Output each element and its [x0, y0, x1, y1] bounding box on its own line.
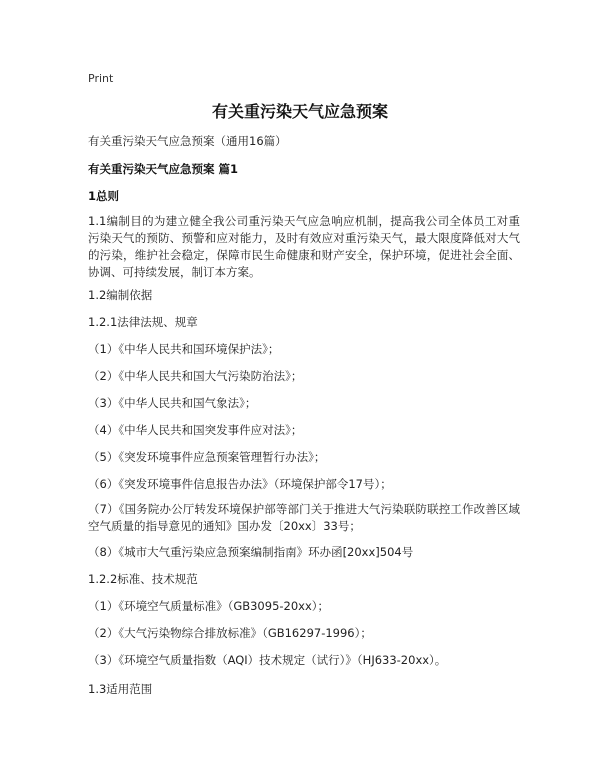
section-heading-1-3: 1.3适用范围 — [88, 682, 153, 696]
section-heading-1-2: 1.2编制依据 — [88, 288, 153, 302]
section-heading-1-2-2: 1.2.2标准、技术规范 — [88, 572, 198, 586]
document-subtitle: 有关重污染天气应急预案（通用16篇） — [88, 134, 287, 148]
paragraph-1-1: 1.1编制目的为建立健全我公司重污染天气应急响应机制，提高我公司全体员工对重污染天气的预防、预警和应对能力，及时有效应对重污染天气，最大限度降低对大气的污染，维护社会稳定，保障市民生命健康和财产安全，保护环境，促进社会全面、协调、可持续发展，制订本方案。 — [88, 214, 520, 279]
standard-item: （3）《环境空气质量指数（AQI）技术规定（试行）》（HJ633-20xx）。 — [88, 653, 447, 667]
law-item: （6）《突发环境事件信息报告办法》（环境保护部令17号）； — [88, 477, 392, 491]
law-item: （2）《中华人民共和国大气污染防治法》； — [88, 369, 303, 383]
section-heading-1-2-1: 1.2.1法律法规、规章 — [88, 315, 198, 329]
article-heading: 有关重污染天气应急预案 篇1 — [88, 162, 239, 176]
print-label: Print — [88, 72, 114, 85]
law-item: （4）《中华人民共和国突发事件应对法》； — [88, 423, 303, 437]
standard-item: （1）《环境空气质量标准》（GB3095-20xx）； — [88, 599, 330, 613]
law-item: （5）《突发环境事件应急预案管理暂行办法》； — [88, 450, 326, 464]
section-heading-1: 1总则 — [88, 189, 120, 203]
law-item: （8）《城市大气重污染应急预案编制指南》环办函[20xx]504号 — [88, 545, 414, 559]
document-title: 有关重污染天气应急预案 — [211, 102, 388, 121]
law-item: （3）《中华人民共和国气象法》； — [88, 396, 257, 410]
standard-item: （2）《大气污染物综合排放标准》（GB16297-1996）； — [88, 626, 372, 640]
law-item: （7）《国务院办公厅转发环境保护部等部门关于推进大气污染联防联控工作改善区域空气质量的指导意见的通知》国办发〔20xx〕33号； — [88, 502, 520, 533]
law-item: （1）《中华人民共和国环境保护法》； — [88, 342, 280, 356]
